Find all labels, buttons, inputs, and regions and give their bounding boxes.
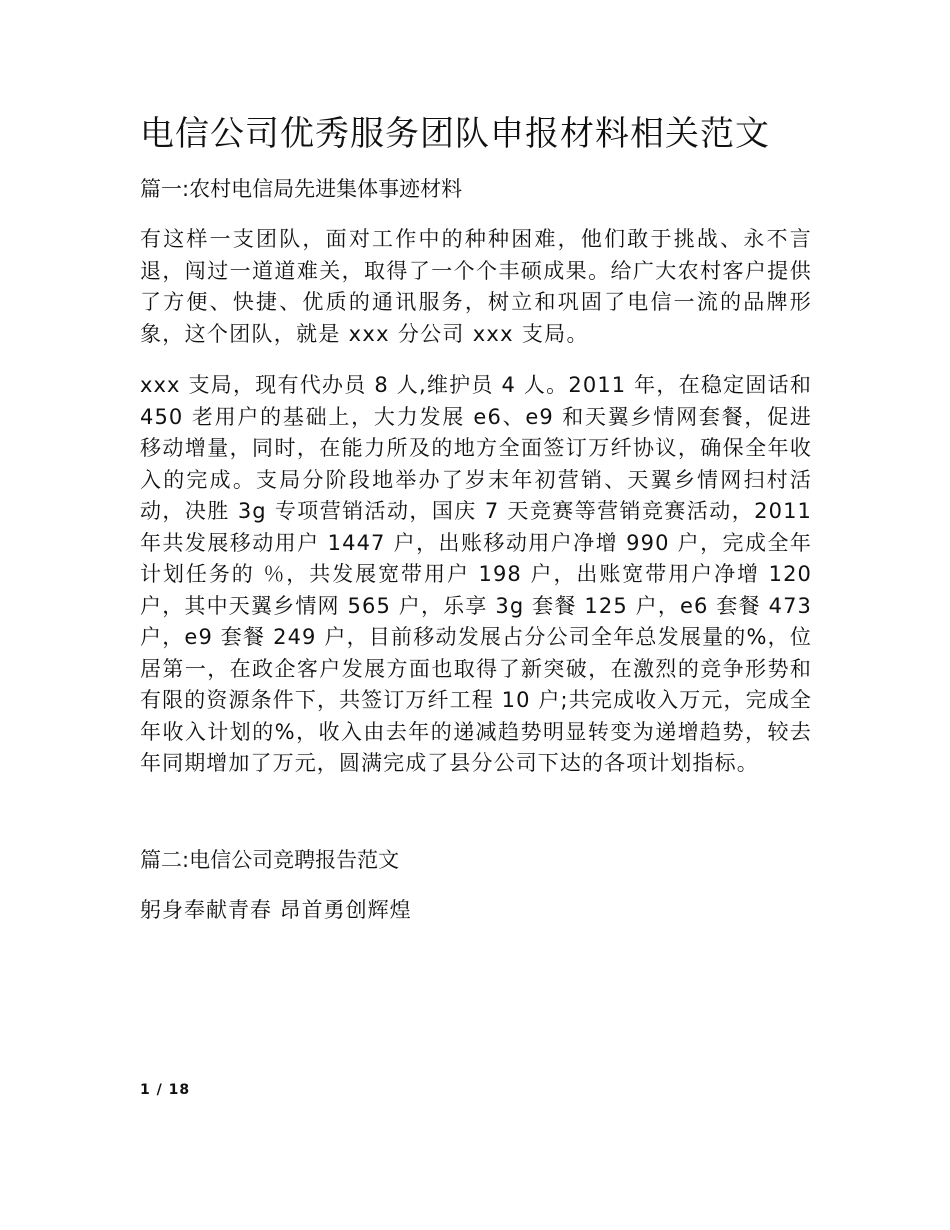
section-heading-2: 篇二:电信公司竞聘报告范文 bbox=[140, 847, 400, 872]
paragraph-1: 有这样一支团队，面对工作中的种种困难，他们敢于挑战、永不言退，闯过一道道难关，取得了一个个丰硕成果。给广大农村客户提供了方便、快捷、优质的通讯服务，树立和巩固了电信一流的品牌形象，这个团队，就是 xxx 分公司 xxx 支局。 bbox=[140, 227, 812, 346]
document-page bbox=[140, 110, 812, 925]
section-subtitle: 躬身奉献青春 昂首勇创辉煌 bbox=[140, 897, 412, 922]
section-heading-1: 篇一:农村电信局先进集体事迹材料 bbox=[140, 177, 463, 201]
document-title: 电信公司优秀服务团队申报材料相关范文 bbox=[140, 114, 770, 154]
page-number: 1 / 18 bbox=[140, 1082, 191, 1098]
section-spacer bbox=[140, 800, 812, 845]
paragraph-2: xxx 支局，现有代办员 8 人,维护员 4 人。2011 年，在稳定固话和 450 老用户的基础上，大力发展 e6、e9 和天翼乡情网套餐，促进移动增量，同时，在能力所及的地方全面签订万纤协议，确保全年收入的完成。支局分阶段地举办了岁末年初营销、天翼乡情网扫村活动，决胜 3g 专项营销活动，国庆 7 天竞赛等营销竞赛活动，2011 年共发展移动用户 1447 户，出账移动用户净增 990 户，完成全年计划任务的 ％，共发展宽带用户 198 户，出账宽带用户净增 120 户，其中天翼乡情网 565 户，乐享 3g 套餐 125 户，e6 套餐 473 户，e9 套餐 249 户，目前移动发展占分公司全年总发展量的%，位居第一，在政企客户发展方面也取得了新突破，在激烈的竞争形势和有限的资源条件下，共签订万纤工程 10 户;共完成收入万元，完成全年收入计划的%，收入由去年的递减趋势明显转变为递增趋势，较去年同期增加了万元，圆满完成了县分公司下达的各项计划指标。 bbox=[140, 373, 812, 775]
